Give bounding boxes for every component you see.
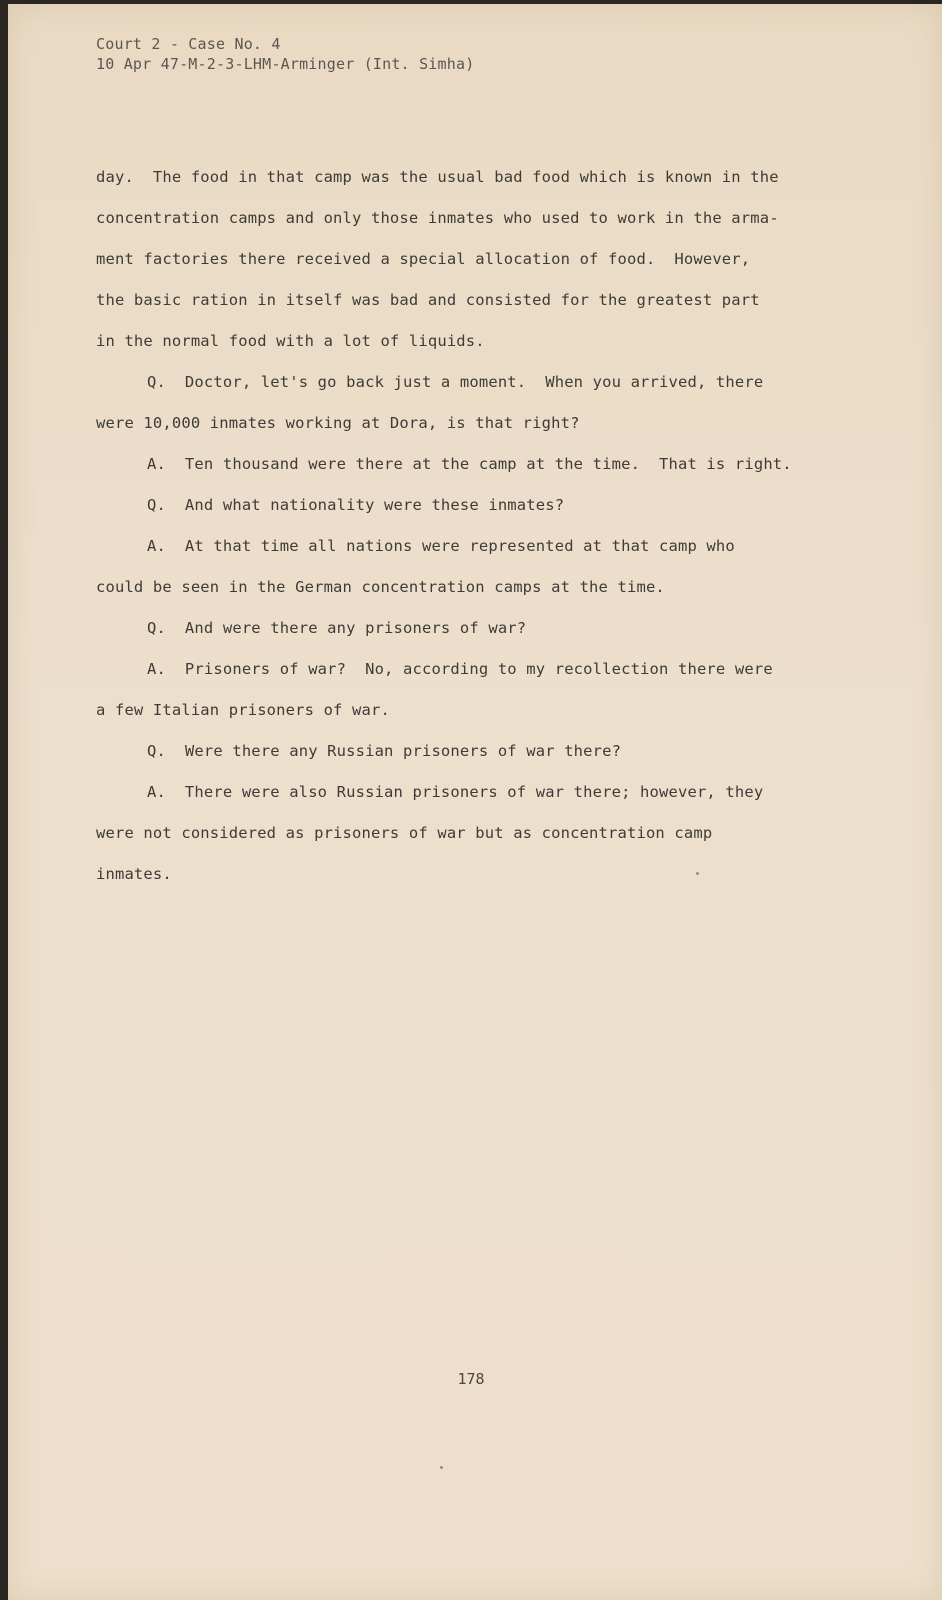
- transcript-line: concentration camps and only those inmates who used to work in the arma-: [96, 209, 779, 227]
- transcript-line: a few Italian prisoners of war.: [96, 701, 390, 719]
- document-page: [8, 4, 942, 1600]
- header-session-line: 10 Apr 47-M-2-3-LHM-Arminger (Int. Simha): [96, 55, 475, 73]
- transcript-line: could be seen in the German concentration camps at the time.: [96, 578, 665, 596]
- question-line: Q. And what nationality were these inmates?: [147, 496, 565, 514]
- transcript-line: were not considered as prisoners of war but as concentration camp: [96, 824, 713, 842]
- answer-line: A. There were also Russian prisoners of war there; however, they: [147, 783, 764, 801]
- transcript-line: ment factories there received a special allocation of food. However,: [96, 250, 751, 268]
- answer-line: A. At that time all nations were represented at that camp who: [147, 537, 735, 555]
- transcript-line: in the normal food with a lot of liquids.: [96, 332, 485, 350]
- paper-speck: [696, 872, 699, 875]
- question-line: Q. And were there any prisoners of war?: [147, 619, 527, 637]
- transcript-body: [96, 157, 896, 895]
- question-line: Q. Doctor, let's go back just a moment. When you arrived, there: [147, 373, 764, 391]
- transcript-line: inmates.: [96, 865, 172, 883]
- transcript-line: the basic ration in itself was bad and consisted for the greatest part: [96, 291, 760, 309]
- answer-line: A. Prisoners of war? No, according to my recollection there were: [147, 660, 773, 678]
- transcript-line: were 10,000 inmates working at Dora, is that right?: [96, 414, 580, 432]
- transcript-line: day. The food in that camp was the usual bad food which is known in the: [96, 168, 779, 186]
- page-number: 178: [457, 1370, 485, 1388]
- paper-speck: [440, 1466, 443, 1469]
- question-line: Q. Were there any Russian prisoners of war there?: [147, 742, 622, 760]
- document-header: [96, 34, 474, 74]
- header-case-line: Court 2 - Case No. 4: [96, 35, 281, 53]
- answer-line: A. Ten thousand were there at the camp at the time. That is right.: [147, 455, 792, 473]
